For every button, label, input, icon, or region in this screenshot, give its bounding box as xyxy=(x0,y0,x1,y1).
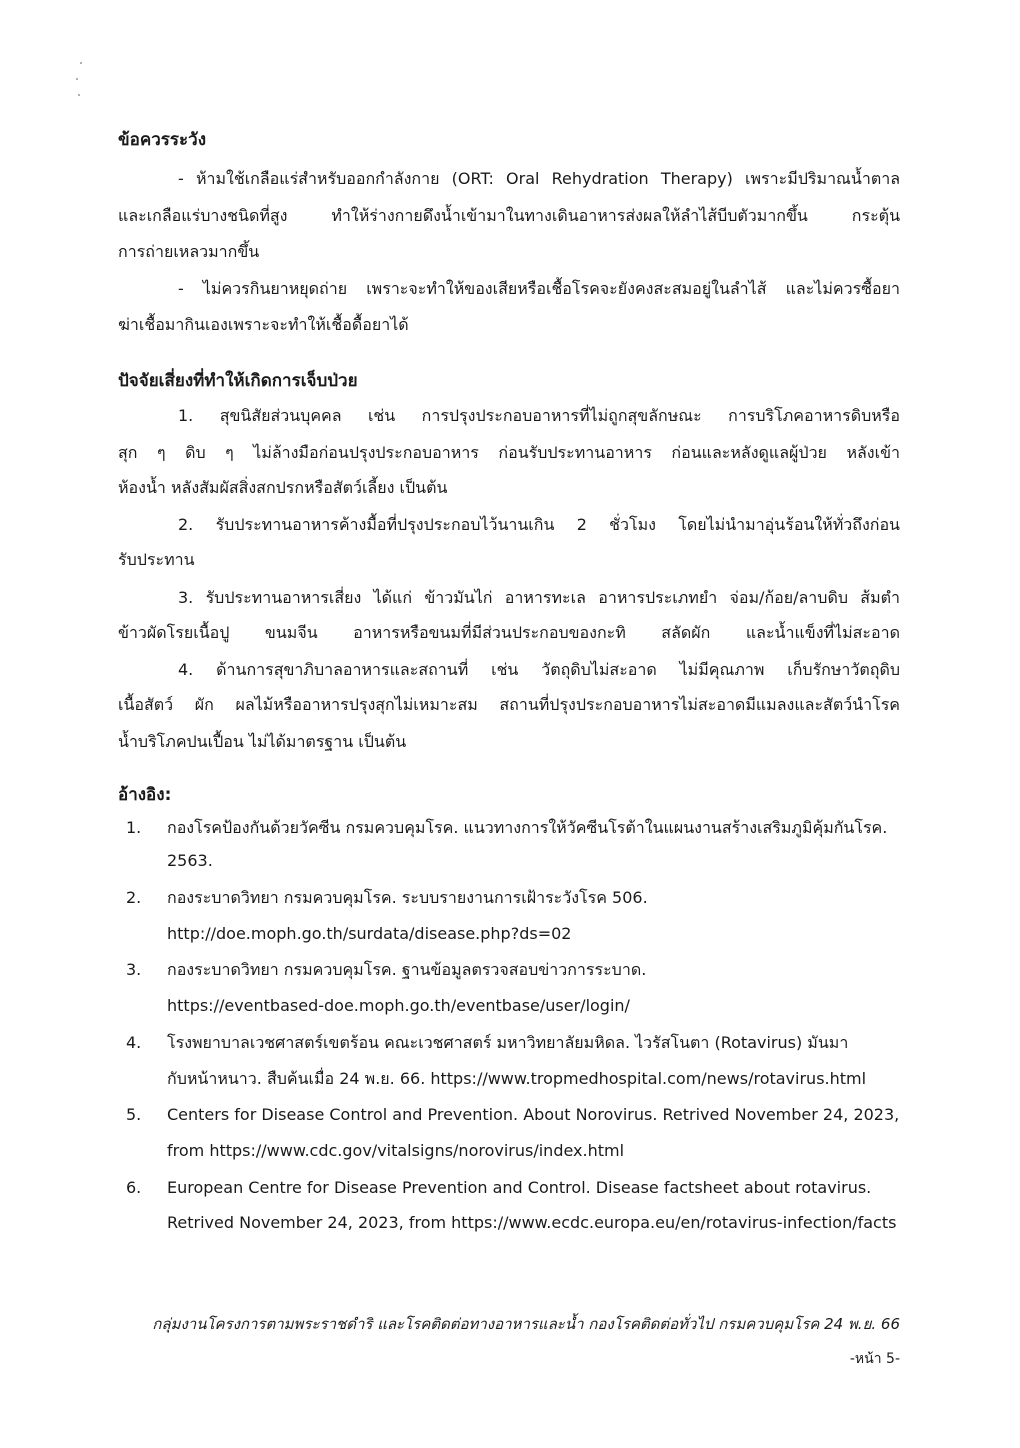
reference-number: 2. xyxy=(126,888,142,907)
reference-number: 5. xyxy=(126,1105,142,1124)
caution-line: - ห้ามใช้เกลือแร่สำหรับออกกำลังกาย (ORT: Oral Rehydration Therapy) เพราะมีปริมาณน้ำตาล xyxy=(178,169,900,188)
caution-line: และเกลือแร่บางชนิดที่สูง ทำให้ร่างกายดึงน้ำเข้ามาในทางเดินอาหารส่งผลให้ลำไส้บีบตัวมากขึ้น กระตุ้น xyxy=(118,206,900,225)
reference-text: กองโรคป้องกันด้วยวัคซีน กรมควบคุมโรค. แนวทางการให้วัคซีนโรต้าในแผนงานสร้างเสริมภูมิคุ้มกันโรค. xyxy=(167,818,888,837)
reference-text: European Centre for Disease Prevention and Control. Disease factsheet about rotavirus. xyxy=(167,1178,872,1197)
risk-line: เนื้อสัตว์ ผัก ผลไม้หรืออาหารปรุงสุกไม่เหมาะสม สถานที่ปรุงประกอบอาหารไม่สะอาดมีแมลงและสัตว์นำโรค xyxy=(118,695,900,714)
risk-line: 4. ด้านการสุขาภิบาลอาหารและสถานที่ เช่น วัตถุดิบไม่สะอาด ไม่มีคุณภาพ เก็บรักษาวัตถุดิบ xyxy=(178,660,900,679)
reference-number: 1. xyxy=(126,818,142,837)
reference-number: 3. xyxy=(126,960,142,979)
risk-line: ข้าวผัดโรยเนื้อปู ขนมจีน อาหารหรือขนมที่มีส่วนประกอบของกะทิ สลัดผัก และน้ำแข็งที่ไม่สะอาด xyxy=(118,623,900,642)
reference-text: Retrived November 24, 2023, from https://www.ecdc.europa.eu/en/rotavirus-infection/facts xyxy=(167,1213,897,1232)
risk-line: สุก ๆ ดิบ ๆ ไม่ล้างมือก่อนปรุงประกอบอาหาร ก่อนรับประทานอาหาร ก่อนและหลังดูแลผู้ป่วย หลังเข้า xyxy=(118,443,900,462)
risk-heading: ปัจจัยเสี่ยงที่ทำให้เกิดการเจ็บป่วย xyxy=(118,371,358,391)
risk-line: 2. รับประทานอาหารค้างมื้อที่ปรุงประกอบไว้นานเกิน 2 ชั่วโมง โดยไม่นำมาอุ่นร้อนให้ทั่วถึงก่อน xyxy=(178,515,900,534)
caution-line: ฆ่าเชื้อมากินเองเพราะจะทำให้เชื้อดื้อยาได้ xyxy=(118,315,409,334)
reference-text: กองระบาดวิทยา กรมควบคุมโรค. ระบบรายงานการเฝ้าระวังโรค 506. xyxy=(167,888,648,907)
reference-text: กับหน้าหนาว. สืบค้นเมื่อ 24 พ.ย. 66. https://www.tropmedhospital.com/news/rotavirus.html xyxy=(167,1069,867,1088)
reference-text: from https://www.cdc.gov/vitalsigns/norovirus/index.html xyxy=(167,1141,625,1160)
risk-line: น้ำบริโภคปนเปื้อน ไม่ได้มาตรฐาน เป็นต้น xyxy=(118,732,407,751)
reference-link[interactable]: http://doe.moph.go.th/surdata/disease.php?ds=02 xyxy=(167,924,572,943)
scan-specks xyxy=(74,60,104,100)
caution-line: - ไม่ควรกินยาหยุดถ่าย เพราะจะทำให้ของเสียหรือเชื้อโรคจะยังคงสะสมอยู่ในลำไส้ และไม่ควรซื้อยา xyxy=(178,279,900,298)
reference-text: 2563. xyxy=(167,851,213,870)
reference-link[interactable]: https://eventbased-doe.moph.go.th/eventbase/user/login/ xyxy=(167,996,630,1015)
risk-line: ห้องน้ำ หลังสัมผัสสิ่งสกปรกหรือสัตว์เลี้ยง เป็นต้น xyxy=(118,478,448,497)
risk-line: รับประทาน xyxy=(118,550,195,569)
reference-number: 4. xyxy=(126,1033,142,1052)
risk-line: 1. สุขนิสัยส่วนบุคคล เช่น การปรุงประกอบอาหารที่ไม่ถูกสุขลักษณะ การบริโภคอาหารดิบหรือ xyxy=(178,406,900,425)
caution-heading: ข้อควรระวัง xyxy=(118,130,206,150)
reference-text: โรงพยาบาลเวชศาสตร์เขตร้อน คณะเวชศาสตร์ มหาวิทยาลัยมหิดล. ไวรัสโนตา (Rotavirus) มันมา xyxy=(167,1033,849,1052)
reference-text: Centers for Disease Control and Prevention. About Norovirus. Retrived November 24, 2023, xyxy=(167,1105,900,1124)
references-heading: อ้างอิง: xyxy=(118,785,172,805)
page-number: -หน้า 5- xyxy=(849,1351,900,1367)
reference-number: 6. xyxy=(126,1178,142,1197)
caution-line: การถ่ายเหลวมากขึ้น xyxy=(118,242,260,261)
reference-text: กองระบาดวิทยา กรมควบคุมโรค. ฐานข้อมูลตรวจสอบข่าวการระบาด. xyxy=(167,960,647,979)
risk-line: 3. รับประทานอาหารเสี่ยง ได้แก่ ข้าวมันไก่ อาหารทะเล อาหารประเภทยำ จ่อม/ก้อย/ลาบดิบ ส้มตำ xyxy=(178,588,900,607)
footer-organization: กลุ่มงานโครงการตามพระราชดำริ และโรคติดต่อทางอาหารและน้ำ กองโรคติดต่อทั่วไป กรมควบคุมโรค 24 พ.ย. 66 xyxy=(152,1315,900,1333)
